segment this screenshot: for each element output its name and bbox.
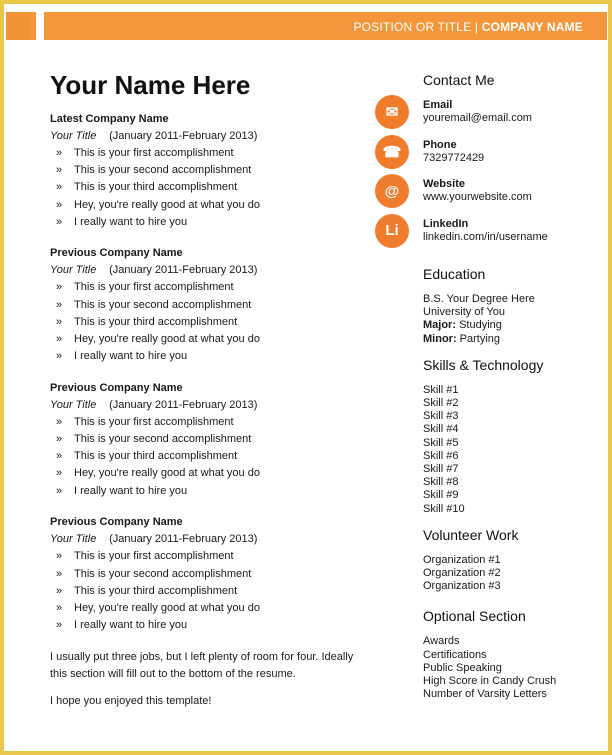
education-block xyxy=(423,293,603,346)
list-item xyxy=(50,448,390,465)
envelope-icon: ✉ xyxy=(375,95,409,129)
degree: B.S. Your Degree Here xyxy=(423,293,535,305)
contact-website xyxy=(384,177,603,217)
bullet-mark: » xyxy=(56,619,63,632)
bullet-mark: » xyxy=(56,484,63,497)
bullet-mark: » xyxy=(56,584,63,597)
accomplishment-text: This is your third accomplishment xyxy=(74,181,238,194)
bullet-mark: » xyxy=(56,315,63,328)
linkedin-link[interactable]: linkedin.com/in/username xyxy=(423,230,548,243)
list-item: Organization #3 xyxy=(423,580,501,593)
bullet-mark: » xyxy=(56,433,63,446)
accomplishment-text: This is your second accomplishment xyxy=(74,298,252,311)
bullet-mark: » xyxy=(56,333,63,345)
list-item: Skill #10 xyxy=(423,502,465,515)
bullet-mark: » xyxy=(56,281,63,294)
major-label: Major: xyxy=(423,319,456,332)
accomplishment-text: I really want to hire you xyxy=(74,350,188,363)
job-title: Your Title xyxy=(50,130,97,142)
list-item xyxy=(50,566,390,583)
minor-value: Partying xyxy=(459,332,501,345)
job-title: Your Title xyxy=(50,264,97,277)
closing-thanks: I hope you enjoyed this template! xyxy=(50,694,212,707)
accomplishment-list xyxy=(50,414,390,500)
linkedin-icon: Li xyxy=(375,214,409,248)
accomplishment-text: This is your first accomplishment xyxy=(74,147,234,159)
sidebar-column xyxy=(382,70,603,701)
header-position: POSITION OR TITLE xyxy=(353,20,472,34)
optional-list xyxy=(423,635,603,701)
contact-phone xyxy=(382,138,603,178)
list-item xyxy=(50,465,390,482)
contact-heading: Contact Me xyxy=(423,72,495,88)
school: University of You xyxy=(423,306,505,319)
accomplishment-text: This is your second accomplishment xyxy=(74,164,252,177)
contact-linkedin xyxy=(385,217,603,257)
job-dates: (January 2011-February 2013) xyxy=(109,533,258,546)
list-item: Number of Varsity Letters xyxy=(423,688,547,701)
header-accent-block xyxy=(6,12,30,40)
list-item xyxy=(50,197,390,214)
phone-value: 7329772429 xyxy=(423,151,485,164)
list-item xyxy=(50,145,390,162)
closing-line: I usually put three jobs, but I left plenty of room for four. Ideally xyxy=(50,650,354,663)
minor-line xyxy=(423,333,603,346)
bullet-mark: » xyxy=(56,198,63,211)
bullet-mark: » xyxy=(56,181,63,194)
contact-list xyxy=(382,98,603,256)
optional-heading: Optional Section xyxy=(423,608,526,625)
bullet-mark: » xyxy=(56,415,63,428)
list-item: Organization #1 xyxy=(423,553,501,566)
bullet-mark: » xyxy=(56,467,63,480)
job-title: Your Title xyxy=(50,398,97,411)
bullet-mark: » xyxy=(56,215,63,228)
phone-icon: ☎ xyxy=(375,135,409,169)
contact-label: Phone xyxy=(423,138,457,151)
list-item xyxy=(50,348,390,365)
list-item: Skill #6 xyxy=(423,449,459,462)
list-item xyxy=(50,617,390,634)
list-item: Skill #3 xyxy=(423,410,459,423)
list-item xyxy=(50,279,390,296)
experience-column xyxy=(50,111,390,710)
minor-label: Minor: xyxy=(423,332,457,345)
list-item: Certifications xyxy=(423,648,487,661)
accomplishment-text: This is your third accomplishment xyxy=(74,584,238,597)
job-title-line xyxy=(50,262,390,279)
job-dates: (January 2011-February 2013) xyxy=(109,130,258,142)
accomplishment-text: This is your second accomplishment xyxy=(74,567,252,580)
job-company: Previous Company Name xyxy=(50,516,183,529)
volunteer-list xyxy=(423,554,603,594)
job-dates: (January 2011-February 2013) xyxy=(109,264,258,277)
list-item xyxy=(50,600,390,617)
job-entry xyxy=(50,380,390,500)
accomplishment-text: This is your second accomplishment xyxy=(74,433,252,446)
job-entry xyxy=(50,245,390,365)
bullet-mark: » xyxy=(56,567,63,580)
accomplishment-text: I really want to hire you xyxy=(74,215,188,228)
list-item: High Score in Candy Crush xyxy=(423,675,557,688)
list-item xyxy=(50,314,390,331)
education-heading: Education xyxy=(423,266,486,282)
accomplishment-text: Hey, you're really good at what you do xyxy=(74,198,260,211)
accomplishment-text: Hey, you're really good at what you do xyxy=(74,333,260,345)
contact-email xyxy=(385,98,603,138)
job-title: Your Title xyxy=(50,533,97,546)
header-text xyxy=(353,19,583,36)
accomplishment-list xyxy=(50,279,390,365)
email-value[interactable]: youremail@email.com xyxy=(423,112,532,124)
bullet-mark: » xyxy=(56,601,63,614)
skills-list xyxy=(423,384,603,516)
list-item xyxy=(50,214,390,231)
accomplishment-text: I really want to hire you xyxy=(74,484,188,497)
bullet-mark: » xyxy=(56,164,63,177)
header-gap xyxy=(36,12,44,40)
accomplishment-text: This is your first accomplishment xyxy=(74,281,234,294)
at-icon: @ xyxy=(375,174,409,208)
accomplishment-list xyxy=(50,145,390,231)
list-item xyxy=(50,162,390,179)
job-title-line xyxy=(50,397,390,414)
skills-heading: Skills & Technology xyxy=(423,356,544,373)
bullet-mark: » xyxy=(56,298,63,311)
contact-label: Website xyxy=(423,178,465,190)
header-bar xyxy=(6,12,607,40)
accomplishment-list xyxy=(50,548,390,634)
accomplishment-text: This is your third accomplishment xyxy=(74,315,238,328)
resume-name: Your Name Here xyxy=(50,70,251,100)
job-company: Latest Company Name xyxy=(50,113,169,125)
contact-label: LinkedIn xyxy=(423,217,469,230)
major-value: Studying xyxy=(459,319,502,332)
accomplishment-text: I really want to hire you xyxy=(74,619,188,632)
list-item xyxy=(50,548,390,565)
job-company: Previous Company Name xyxy=(50,381,183,394)
job-entry xyxy=(50,111,390,231)
website-link[interactable]: www.yourwebsite.com xyxy=(423,191,532,203)
job-entry xyxy=(50,514,390,634)
list-item xyxy=(50,297,390,314)
list-item: Skill #5 xyxy=(423,436,459,449)
accomplishment-text: Hey, you're really good at what you do xyxy=(74,601,260,614)
list-item: Skill #7 xyxy=(423,463,459,476)
bullet-mark: » xyxy=(56,450,63,463)
closing-line: this section will fill out to the bottom of the resume. xyxy=(50,667,296,680)
major-line xyxy=(423,319,603,332)
job-title-line xyxy=(50,531,390,548)
list-item xyxy=(50,431,390,448)
accomplishment-text: This is your first accomplishment xyxy=(74,415,234,428)
bullet-mark: » xyxy=(56,550,63,563)
list-item xyxy=(50,583,390,600)
list-item xyxy=(50,414,390,431)
job-dates: (January 2011-February 2013) xyxy=(109,398,258,411)
list-item: Skill #1 xyxy=(423,383,459,396)
accomplishment-text: Hey, you're really good at what you do xyxy=(74,467,260,480)
header-separator: | xyxy=(471,20,482,34)
list-item xyxy=(50,331,390,348)
job-title-line xyxy=(50,128,390,145)
bullet-mark: » xyxy=(56,350,63,363)
list-item xyxy=(50,483,390,500)
list-item: Organization #2 xyxy=(423,567,501,580)
accomplishment-text: This is your third accomplishment xyxy=(74,450,238,463)
list-item: Awards xyxy=(423,635,460,648)
list-item: Skill #4 xyxy=(423,423,459,436)
header-company: COMPANY NAME xyxy=(481,20,583,34)
closing-paragraph xyxy=(50,649,390,683)
list-item xyxy=(50,179,390,196)
list-item: Skill #9 xyxy=(423,489,459,502)
accomplishment-text: This is your first accomplishment xyxy=(74,550,234,563)
job-company: Previous Company Name xyxy=(50,247,183,260)
bullet-mark: » xyxy=(56,147,63,159)
volunteer-heading: Volunteer Work xyxy=(423,526,519,543)
contact-label: Email xyxy=(423,99,453,111)
list-item: Public Speaking xyxy=(423,661,502,674)
list-item: Skill #8 xyxy=(423,476,459,489)
list-item: Skill #2 xyxy=(423,397,459,410)
